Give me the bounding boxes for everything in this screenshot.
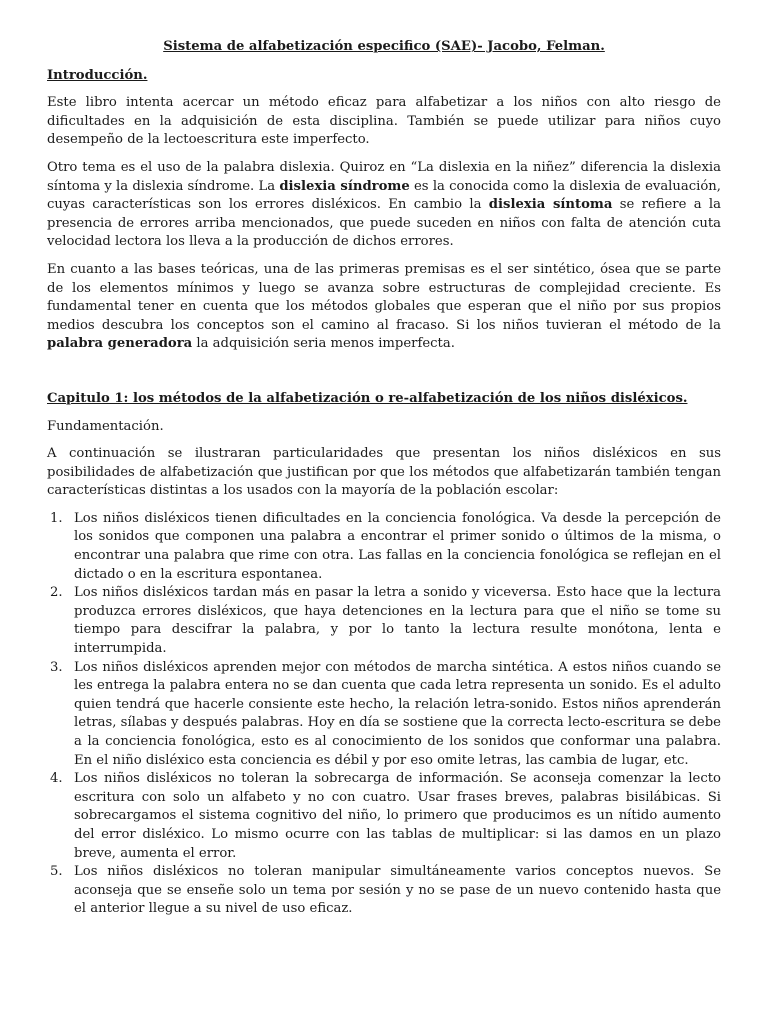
list-item-text: Los niños disléxicos tardan más en pasar la letra a sonido y viceversa. Esto hace que la lectura produzca errores disléxicos, que haya detenciones en la lectura para que el niño se tome su tiempo para descifrar la palabra, y por lo tanto la lectura resulte monótona, lenta e interrumpida. — [74, 585, 721, 657]
list-item — [47, 863, 721, 919]
intro-paragraph-2 — [47, 159, 721, 252]
paragraph-text: la adquisición seria menos imperfecta. — [192, 336, 455, 352]
section-spacer — [47, 363, 721, 390]
list-item-text: Los niños disléxicos tienen dificultades en la conciencia fonológica. Va desde la percepción de los sonidos que componen una palabra a encontrar el primer sonido o últimos de la misma, o encontrar una palabra que rime con otra. Las fallas en la conciencia fonológica se reflejan en el dictado o en la escritura espontanea. — [74, 510, 721, 582]
bold-term-palabra-generadora: palabra generadora — [47, 336, 193, 352]
list-item — [47, 584, 721, 658]
paragraph-text: Otro tema es el uso de la palabra dislexia. Quiroz en “La dislexia en la niñez” diferencia la dislexia síntoma y la dislexia síndrome. La — [47, 159, 721, 194]
paragraph-text: En cuanto a las bases teóricas, una de las primeras premisas es el ser sintético, ósea que se parte de los elementos mínimos y luego se avanza sobre estructuras de complejidad creciente. Es fundamental tener en cuenta que los métodos globales que esperan que el niño por sus propios medios descubra los conceptos son el camino al fracaso. Si los niños tuvieran el método de la — [47, 261, 721, 333]
bold-term-dislexia-sintoma: dislexia síntoma — [488, 197, 613, 213]
list-item-text: Los niños disléxicos no toleran manipular simultáneamente varios conceptos nuevos. Se aconseja que se enseñe solo un tema por sesión y no se pase de un nuevo contenido hasta que el anterior llegue a su nivel de uso eficaz. — [74, 864, 721, 917]
list-item-text: Los niños disléxicos aprenden mejor con métodos de marcha sintética. A estos niños cuando se les entrega la palabra entera no se dan cuenta que cada letra representa un sonido. Es el adulto quien tendrá que hacerle consiente este hecho, la relación letra-sonido. Estos niños aprenderán letras, sílabas y después palabras. Hoy en día se sostiene que la correcta lecto-escritura se debe a la conciencia fonológica, esto es al conocimiento de los sonidos que conformar una palabra. En el niño disléxico esta conciencia es débil y por eso omite letras, las cambia de lugar, etc. — [74, 659, 721, 768]
chapter-1-intro: A continuación se ilustraran particularidades que presentan los niños disléxicos en sus posibilidades de alfabetización que justifican por que los métodos que alfabetizarán también tengan características distintas a los usados con la mayoría de la población escolar: — [47, 446, 721, 499]
fundamentacion-subheading: Fundamentación. — [47, 418, 164, 434]
list-item-text: Los niños disléxicos no toleran la sobrecarga de información. Se aconseja comenzar la lecto escritura con solo un alfabeto y no con cuatro. Usar frases breves, palabras bisilábicas. Si sobrecargamos el sistema cognitivo del niño, lo primero que producimos es un nítido aumento del error disléxico. Lo mismo ocurre con las tablas de multiplicar: si las damos en un plazo breve, aumenta el error. — [74, 771, 721, 861]
list-number: 3. — [50, 659, 63, 675]
intro-paragraph-1: Este libro intenta acercar un método eficaz para alfabetizar a los niños con alto riesgo de dificultades en la adquisición de esta disciplina. También se puede utilizar para niños cuyo desempeño de la lectoescritura este imperfecto. — [47, 95, 721, 148]
document-title: Sistema de alfabetización especifico (SAE)- Jacobo, Felman. — [163, 39, 605, 54]
introduction-heading: Introducción. — [47, 67, 148, 83]
list-number: 1. — [50, 510, 63, 526]
intro-paragraph-3 — [47, 261, 721, 354]
paragraph-text: es la conocida como la dislexia de evaluación, cuyas características son los errores disléxicos. En cambio la — [47, 178, 721, 213]
list-item — [47, 659, 721, 771]
numbered-list — [47, 510, 721, 919]
list-number: 4. — [50, 771, 63, 787]
list-number: 5. — [50, 864, 63, 880]
list-item — [47, 510, 721, 584]
paragraph-text: se refiere a la presencia de errores arriba mencionados, que puede suceden en niños con falta de atención cuta velocidad lectora los lleva a la producción de dichos errores. — [47, 197, 721, 250]
bold-term-dislexia-sindrome: dislexia síndrome — [279, 178, 410, 194]
list-item — [47, 770, 721, 863]
list-number: 2. — [50, 585, 63, 601]
chapter-1-heading: Capitulo 1: los métodos de la alfabetización o re-alfabetización de los niños disléxicos. — [47, 390, 688, 406]
